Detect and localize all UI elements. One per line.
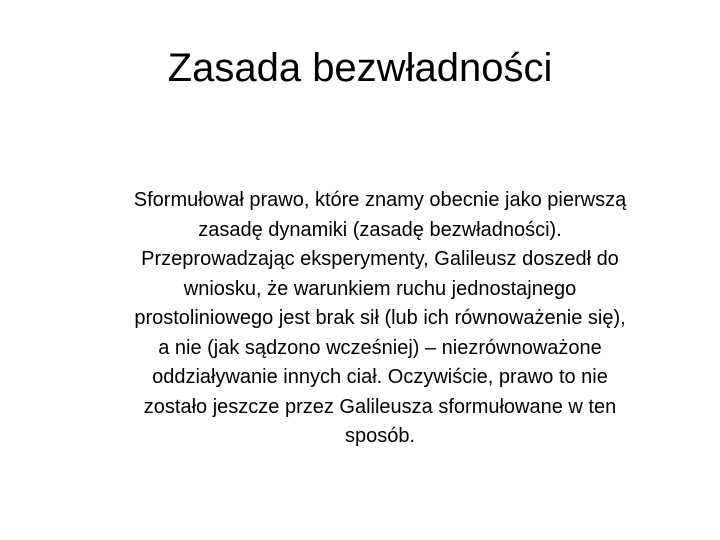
body-line: zasadę dynamiki (zasadę bezwładności). — [198, 218, 562, 241]
body-line: Sformułował prawo, które znamy obecnie jako pierwszą — [133, 189, 627, 211]
body-line: Przeprowadzając eksperymenty, Galileusz doszedł do — [141, 248, 619, 270]
body-line: prostoliniowego jest brak sił (lub ich równoważenie się), — [134, 307, 626, 329]
body-line: sposób. — [344, 425, 416, 447]
body-line: a nie (jak sądzono wcześniej) – niezrównoważone — [158, 336, 602, 359]
slide-body-text — [70, 186, 690, 452]
body-line: wniosku, że warunkiem ruchu jednostajnego — [183, 277, 577, 300]
body-line: oddziaływanie innych ciał. Oczywiście, prawo to nie — [152, 366, 608, 388]
body-line: zostało jeszcze przez Galileusza sformułowane w ten — [143, 395, 617, 418]
slide-title: Zasada bezwładności — [167, 46, 553, 90]
